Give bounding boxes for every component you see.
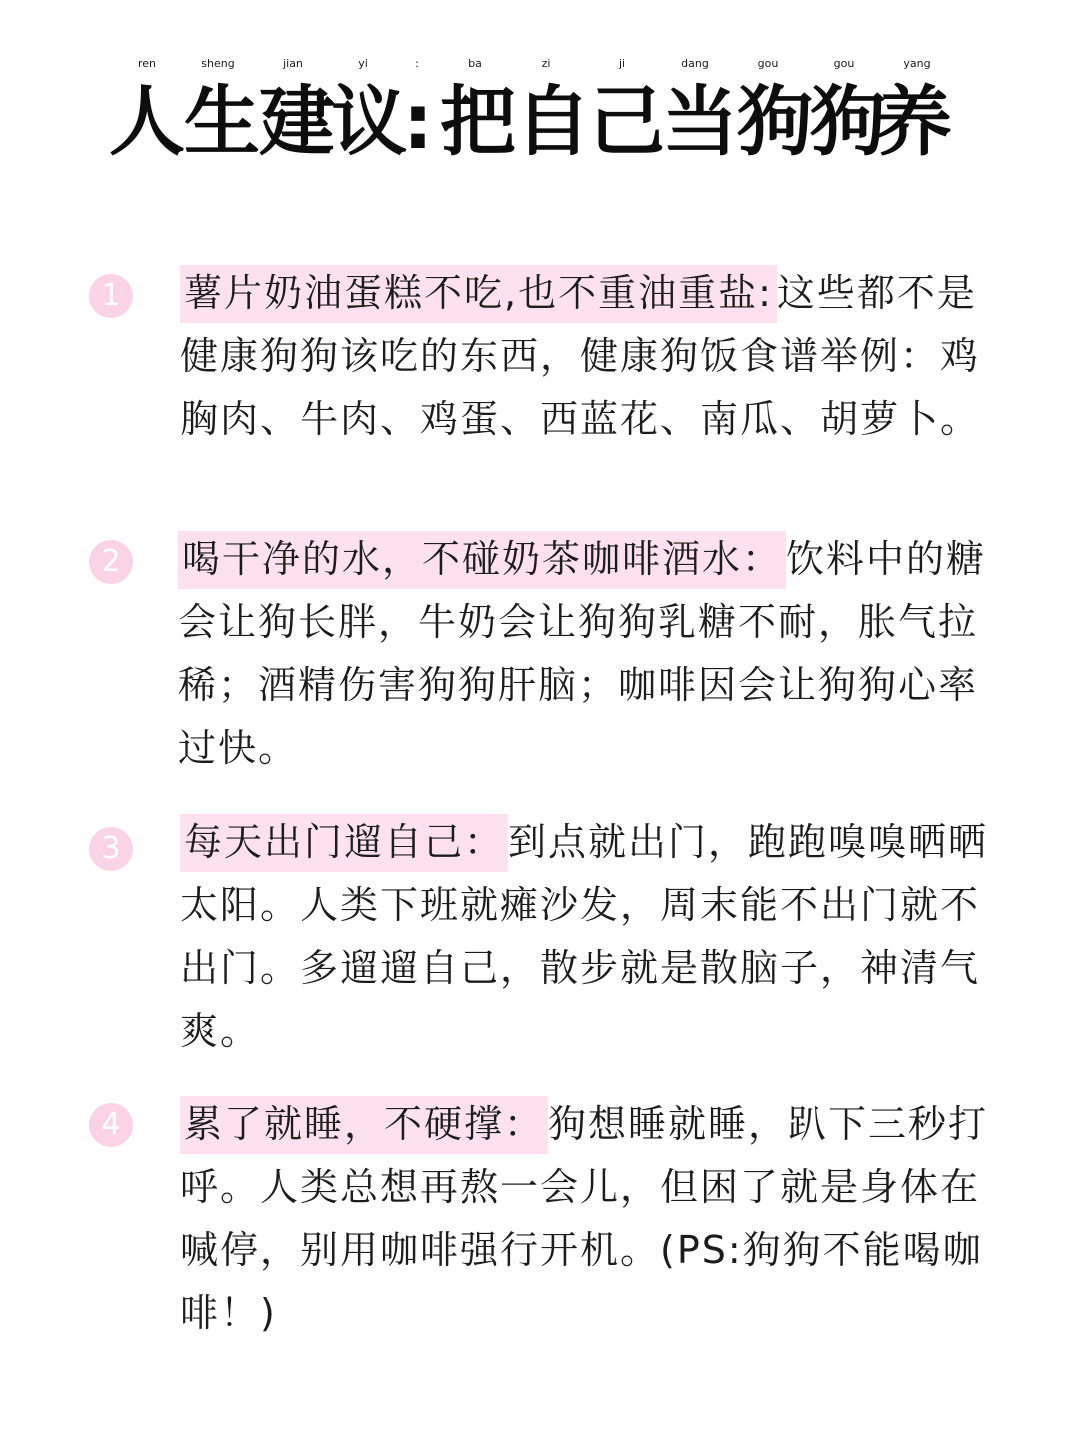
pinyin-syllable: ba — [468, 57, 482, 70]
tip-heading-highlight: 累了就睡，不硬撑： — [180, 1096, 548, 1154]
title-char: 建 — [259, 77, 335, 166]
pinyin-syllable: jian — [283, 57, 303, 70]
pinyin-syllable: ren — [137, 57, 157, 70]
pinyin-syllable: gou — [757, 57, 779, 70]
pinyin-syllable: yang — [903, 57, 931, 70]
title-char: 人 — [109, 77, 185, 166]
tip-heading-highlight: 每天出门遛自己： — [180, 814, 508, 872]
title-char: 把 — [440, 77, 516, 166]
tip-heading-highlight: 喝干净的水，不碰奶茶咖啡酒水： — [178, 531, 786, 589]
title-char: 自 — [515, 77, 591, 166]
pinyin-syllable: zi — [541, 57, 551, 70]
title-char: 议 — [331, 77, 407, 166]
pinyin-syllable: yi — [358, 57, 368, 70]
tip-text — [180, 262, 995, 451]
tip-body: 到点就出门，跑跑嗅嗅晒晒太阳。人类下班就瘫沙发，周末能不出门就不出门。多遛遛自己，散步就是散脑子，神清气爽。 — [180, 820, 989, 1053]
tip-text — [178, 528, 993, 780]
pinyin-syllable: dang — [681, 57, 709, 70]
number-badge: 4 — [89, 1103, 133, 1147]
tip-text — [180, 1093, 1000, 1345]
tip-heading-highlight: 薯片奶油蛋糕不吃,也不重油重盐: — [180, 265, 777, 323]
title-char: 狗 — [810, 77, 886, 166]
tip-text — [180, 811, 1000, 1063]
tip-body: 饮料中的糖会让狗长胖，牛奶会让狗狗乳糖不耐，胀气拉稀；酒精伤害狗狗肝脑；咖啡因会让狗狗心率过快。 — [178, 537, 987, 770]
pinyin-syllable: : — [415, 57, 419, 70]
tip-body: 这些都不是健康狗狗该吃的东西，健康狗饭食谱举例：鸡胸肉、牛肉、鸡蛋、西蓝花、南瓜、胡萝卜。 — [180, 271, 981, 441]
pinyin-syllable: ji — [618, 57, 626, 70]
tip-body: 狗想睡就睡，趴下三秒打呼。人类总想再熬一会儿，但困了就是身体在喊停，别用咖啡强行开机。(PS:狗狗不能喝咖啡！) — [180, 1102, 989, 1335]
pinyin-row — [0, 57, 1080, 73]
title-char: 当 — [662, 77, 738, 166]
pinyin-syllable: sheng — [201, 57, 235, 70]
number-badge: 1 — [89, 274, 133, 318]
number-badge: 3 — [89, 827, 133, 871]
title-char: 生 — [184, 77, 260, 166]
pinyin-syllable: gou — [833, 57, 855, 70]
title-char: 狗 — [737, 77, 813, 166]
title-char: : — [402, 77, 434, 166]
title-char: 养 — [876, 77, 952, 166]
page-title — [0, 78, 1080, 168]
title-char: 己 — [589, 77, 665, 166]
number-badge: 2 — [89, 540, 133, 584]
